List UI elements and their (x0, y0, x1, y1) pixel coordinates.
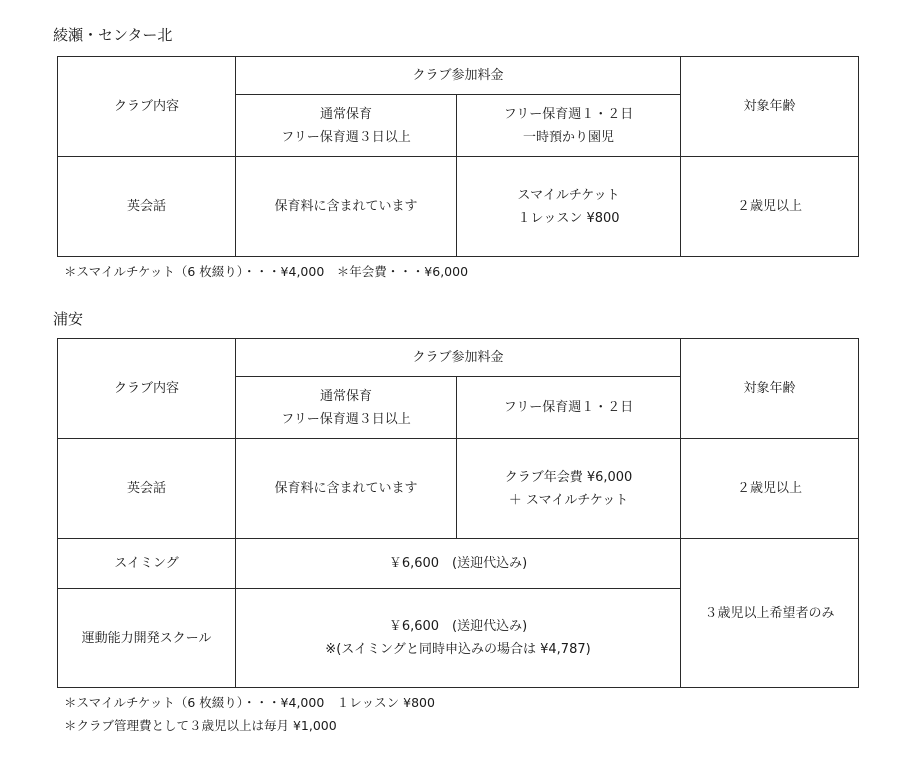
row-free-fee: スマイルチケット １レッスン ¥800 (457, 157, 681, 257)
row-age: ２歳児以上 (681, 157, 859, 257)
row-motor-school-name: 運動能力開発スクール (58, 589, 236, 688)
row-english-free-fee: クラブ年会費 ¥6,000 ＋ スマイルチケット (457, 439, 681, 539)
header-regular-care: 通常保育 フリー保育週３日以上 (236, 95, 457, 157)
header-club-content: クラブ内容 (58, 57, 236, 157)
row-english-regular-fee: 保育料に含まれています (236, 439, 457, 539)
row-motor-school-fee: ￥6,600 (送迎代込み) ※(スイミングと同時申込みの場合は ¥4,787) (236, 589, 681, 688)
row-regular-fee: 保育料に含まれています (236, 157, 457, 257)
note-urayasu-2: ＊クラブ管理費として３歳児以上は毎月 ¥1,000 (64, 718, 337, 733)
row-swimming-name: スイミング (58, 539, 236, 589)
header-free-care: フリー保育週１・２日 (457, 377, 681, 439)
note-ayase: ＊スマイルチケット（6 枚綴り）・・・¥4,000 ＊年会費・・・¥6,000 (64, 264, 469, 279)
fee-table-urayasu (57, 338, 859, 688)
header-target-age: 対象年齢 (681, 57, 859, 157)
shared-age: ３歳児以上希望者のみ (681, 539, 859, 688)
row-english-name: 英会話 (58, 439, 236, 539)
header-fee: クラブ参加料金 (236, 57, 681, 95)
section-title-ayase: 綾瀬・センター北 (53, 26, 173, 44)
header-target-age: 対象年齢 (681, 339, 859, 439)
note-urayasu-1: ＊スマイルチケット（6 枚綴り）・・・¥4,000 １レッスン ¥800 (64, 695, 435, 710)
row-english-age: ２歳児以上 (681, 439, 859, 539)
row-swimming-fee: ￥6,600 (送迎代込み) (236, 539, 681, 589)
section-title-urayasu: 浦安 (53, 310, 84, 328)
header-free-care: フリー保育週１・２日 一時預かり園児 (457, 95, 681, 157)
header-regular-care: 通常保育 フリー保育週３日以上 (236, 377, 457, 439)
row-name: 英会話 (58, 157, 236, 257)
header-club-content: クラブ内容 (58, 339, 236, 439)
fee-table-ayase (57, 56, 859, 257)
header-fee: クラブ参加料金 (236, 339, 681, 377)
